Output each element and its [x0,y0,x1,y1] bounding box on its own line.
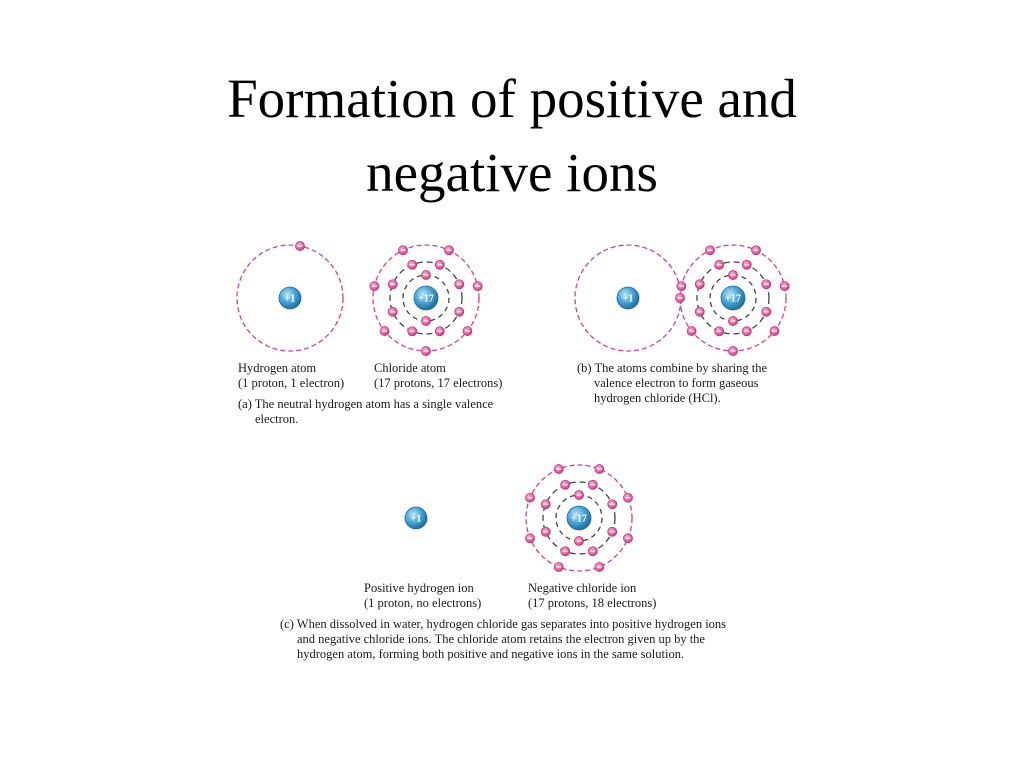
electron [554,562,563,571]
positive-hydrogen-ion-nucleus [405,507,427,529]
electron [770,326,779,335]
electron [728,270,737,279]
electron [525,493,534,502]
electron [588,547,597,556]
electron [705,246,714,255]
electron [762,307,771,316]
shared-valence-electron [675,293,684,302]
electron [525,534,534,543]
electron [388,307,397,316]
panel-b-caption-line-3: hydrogen chloride (HCl). [594,391,721,405]
electron [554,464,563,473]
chloride-atom-label: Chloride atom [374,361,446,375]
chloride-atom-caption [374,361,502,391]
hydrogen-atom-caption [238,361,344,391]
electron [728,316,737,325]
nucleus-charge-label: +1 [284,293,296,305]
electron [687,326,696,335]
electron [715,260,724,269]
electron [574,490,583,499]
panel-b-caption-line-1: (b) The atoms combine by sharing the [577,361,768,375]
nucleus-charge-label: +17 [571,513,587,525]
electron [463,326,472,335]
hydrogen-atom-label: Hydrogen atom [238,361,317,375]
negative-ion-detail: (17 protons, 18 electrons) [528,596,657,610]
electron [370,282,379,291]
electron [623,493,632,502]
negative-chloride-ion-caption [528,581,656,611]
chloride-atom-nucleus [414,286,438,310]
title-line-2: negative ions [366,142,658,203]
electron [574,536,583,545]
panel-a-caption [238,397,493,427]
electron [608,527,617,536]
electron [541,527,550,536]
positive-ion-label: Positive hydrogen ion [364,581,474,595]
panel-c-caption-line-1: (c) When dissolved in water, hydrogen chloride gas separates into positive hydrogen ions [280,617,727,631]
electron [751,246,760,255]
electron [595,464,604,473]
electron [715,327,724,336]
electron [762,280,771,289]
electron [408,327,417,336]
hydrogen-valence-electron [295,241,304,250]
nucleus-charge-label: +17 [725,293,741,305]
panel-b-caption [577,361,767,406]
electron [455,307,464,316]
electron [608,500,617,509]
panel-c-caption [280,617,726,662]
panel-a-caption-line-1: (a) The neutral hydrogen atom has a single valence [238,397,494,411]
electron [780,282,789,291]
electron [742,260,751,269]
electron [388,280,397,289]
hcl-hydrogen-nucleus [617,287,639,309]
negative-chloride-ion-nucleus [567,506,591,530]
electron [473,282,482,291]
panel-a-caption-line-2: electron. [255,412,299,426]
nucleus-charge-label: +1 [410,513,422,525]
electron [595,562,604,571]
electron [677,282,686,291]
electron [444,246,453,255]
panel-c-caption-line-2: and negative chloride ions. The chloride atom retains the electron given up by the [297,632,705,646]
electron [421,270,430,279]
nucleus-charge-label: +17 [418,293,434,305]
electron [408,260,417,269]
electron [435,327,444,336]
electron [398,246,407,255]
electron [421,346,430,355]
electron [380,326,389,335]
electron [695,307,704,316]
positive-hydrogen-ion-caption [364,581,481,611]
electron [421,316,430,325]
electron [541,500,550,509]
electron [435,260,444,269]
negative-ion-label: Negative chloride ion [528,581,637,595]
chloride-atom-detail: (17 protons, 17 electrons) [374,376,503,390]
electron [561,547,570,556]
hcl-chlorine-nucleus [721,286,745,310]
title-line-1: Formation of positive and [227,68,797,129]
electron [623,534,632,543]
panel-c-caption-line-3: hydrogen atom, forming both positive and negative ions in the same solution. [297,647,685,661]
electron [588,480,597,489]
nucleus-charge-label: +1 [622,293,634,305]
positive-ion-detail: (1 proton, no electrons) [364,596,482,610]
electron [742,327,751,336]
panel-b-caption-line-2: valence electron to form gaseous [594,376,759,390]
electron [695,280,704,289]
electron [561,480,570,489]
electron [728,346,737,355]
electron [455,280,464,289]
hydrogen-atom-nucleus [279,287,301,309]
hydrogen-atom-detail: (1 proton, 1 electron) [238,376,345,390]
